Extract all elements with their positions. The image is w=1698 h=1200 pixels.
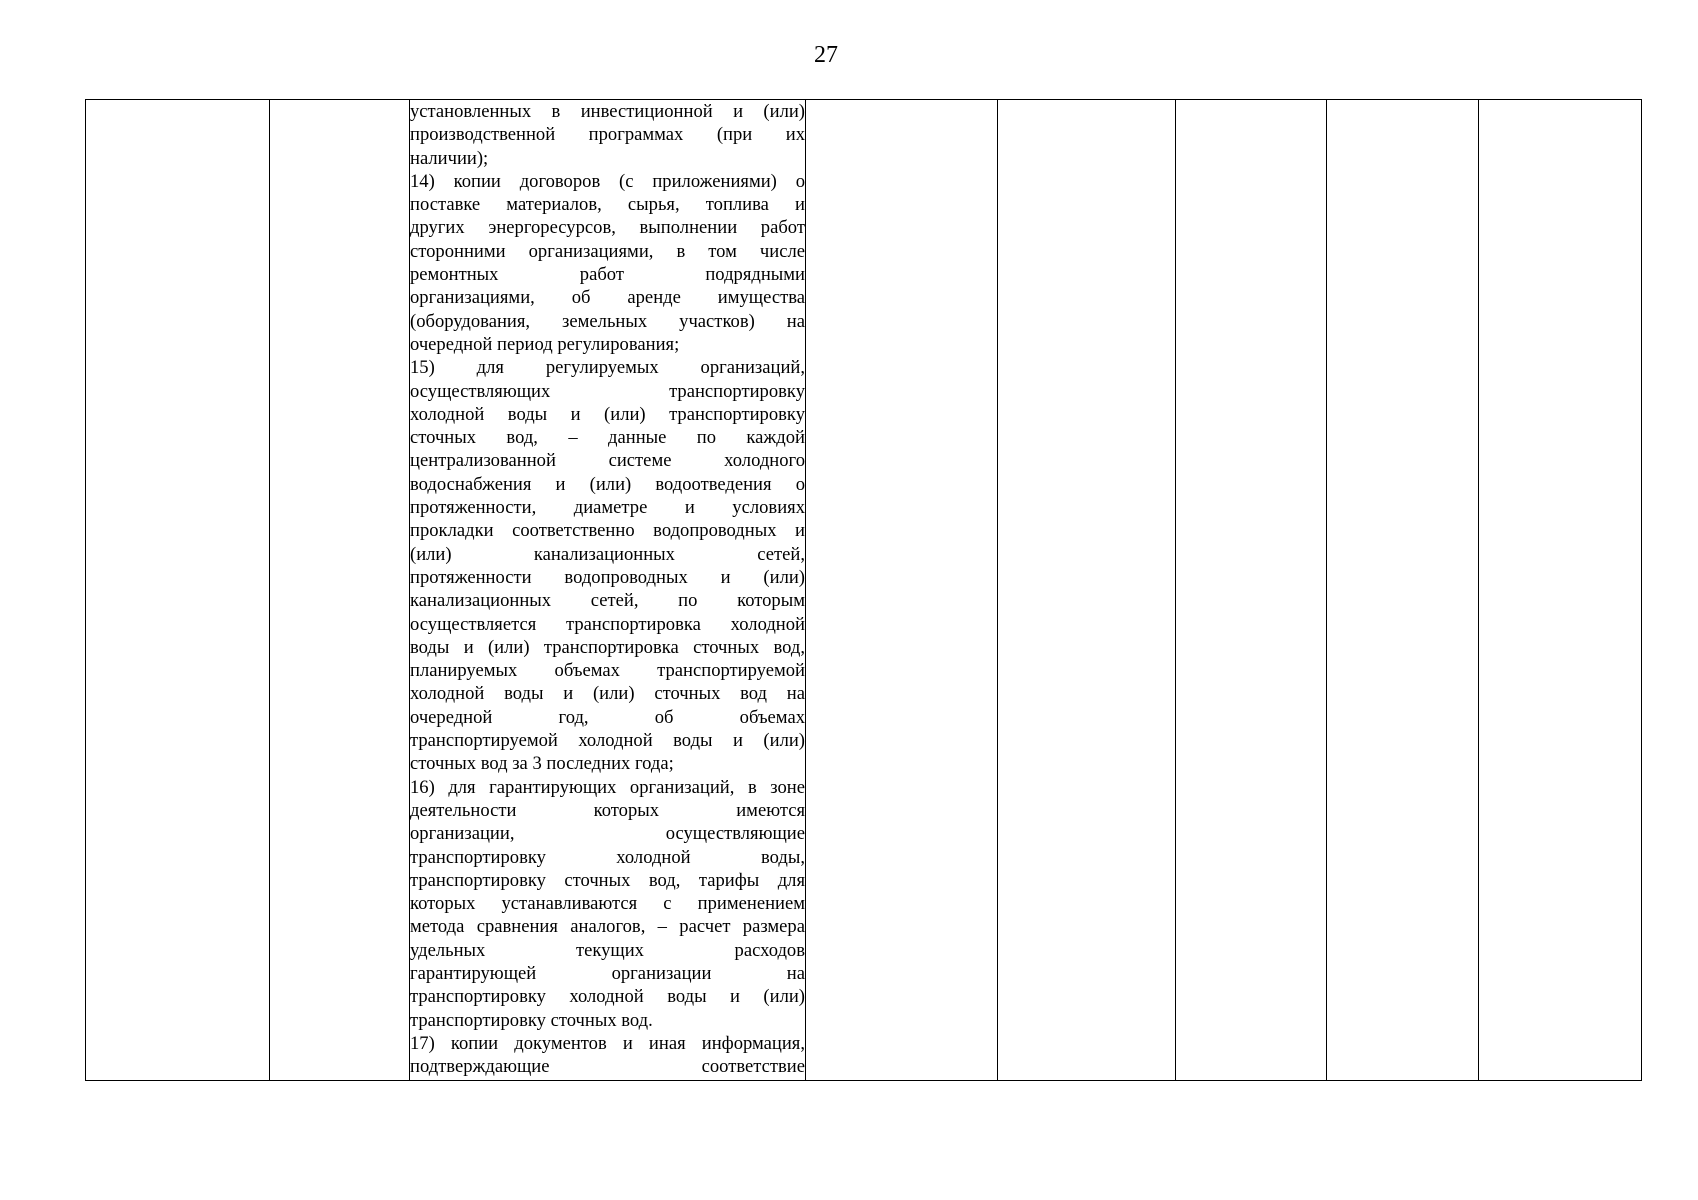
content-line: организациями, об аренде имущества — [410, 287, 805, 309]
table-cell-col-8 — [1479, 100, 1642, 1081]
content-line: централизованной системе холодного — [410, 450, 805, 472]
content-line: холодной воды и (или) сточных вод на — [410, 683, 805, 705]
content-line: воды и (или) транспортировка сточных вод, — [410, 636, 805, 658]
content-line: осуществляется транспортировка холодной — [410, 613, 805, 635]
content-line: протяженности, диаметре и условиях — [410, 497, 805, 519]
table-cell-col-2 — [270, 100, 410, 1081]
content-line: 17) копии документов и иная информация, — [410, 1032, 805, 1054]
table-cell-col-4 — [806, 100, 998, 1081]
content-line: прокладки соответственно водопроводных и — [410, 520, 805, 542]
content-line: удельных текущих расходов — [410, 939, 805, 961]
content-line: 15) для регулируемых организаций, — [410, 357, 805, 379]
content-line: сточных вод за 3 последних года; — [410, 753, 674, 775]
content-line: очередной период регулирования; — [410, 333, 680, 355]
content-line: организации, осуществляющие — [410, 823, 805, 845]
content-line: холодной воды и (или) транспортировку — [410, 403, 805, 425]
content-line: деятельности которых имеются — [410, 799, 805, 821]
document-table — [85, 99, 1642, 1081]
content-line: подтверждающие соответствие — [410, 1056, 805, 1078]
table-cell-col-5 — [998, 100, 1176, 1081]
content-line: сточных вод, – данные по каждой — [410, 427, 805, 449]
content-line: ремонтных работ подрядными — [410, 264, 805, 286]
content-line: осуществляющих транспортировку — [410, 380, 805, 402]
table-cell-content — [410, 100, 806, 1081]
content-line: транспортируемой холодной воды и (или) — [410, 730, 805, 752]
content-line: сторонними организациями, в том числе — [410, 240, 805, 262]
content-line: транспортировку сточных вод. — [410, 1009, 653, 1031]
table-row — [86, 100, 1642, 1081]
content-line: водоснабжения и (или) водоотведения о — [410, 473, 805, 495]
content-line: протяженности водопроводных и (или) — [410, 566, 805, 588]
content-line: (оборудования, земельных участков) на — [410, 310, 805, 332]
content-line: транспортировку холодной воды и (или) — [410, 986, 805, 1008]
content-line: наличии); — [410, 147, 489, 169]
table-cell-col-6 — [1176, 100, 1327, 1081]
content-line: 14) копии договоров (с приложениями) о — [410, 170, 805, 192]
content-line: установленных в инвестиционной и (или) — [410, 101, 805, 122]
content-line: (или) канализационных сетей, — [410, 543, 805, 565]
content-line: канализационных сетей, по которым — [410, 590, 805, 612]
content-line: транспортировку холодной воды, — [410, 846, 805, 868]
page-number: 27 — [814, 42, 838, 68]
content-line: метода сравнения аналогов, – расчет размера — [410, 916, 805, 938]
content-line: очередной год, об объемах — [410, 706, 805, 728]
content-line: 16) для гарантирующих организаций, в зоне — [410, 776, 805, 798]
content-line: гарантирующей организации на — [410, 962, 805, 984]
content-line: планируемых объемах транспортируемой — [410, 660, 805, 682]
content-line: производственной программах (при их — [410, 124, 805, 146]
content-line: транспортировку сточных вод, тарифы для — [410, 869, 805, 891]
content-line: поставке материалов, сырья, топлива и — [410, 194, 805, 216]
table-cell-col-1 — [86, 100, 270, 1081]
content-line: которых устанавливаются с применением — [410, 893, 805, 915]
content-text — [410, 100, 805, 1078]
table-cell-col-7 — [1327, 100, 1479, 1081]
content-line: других энергоресурсов, выполнении работ — [410, 217, 805, 239]
